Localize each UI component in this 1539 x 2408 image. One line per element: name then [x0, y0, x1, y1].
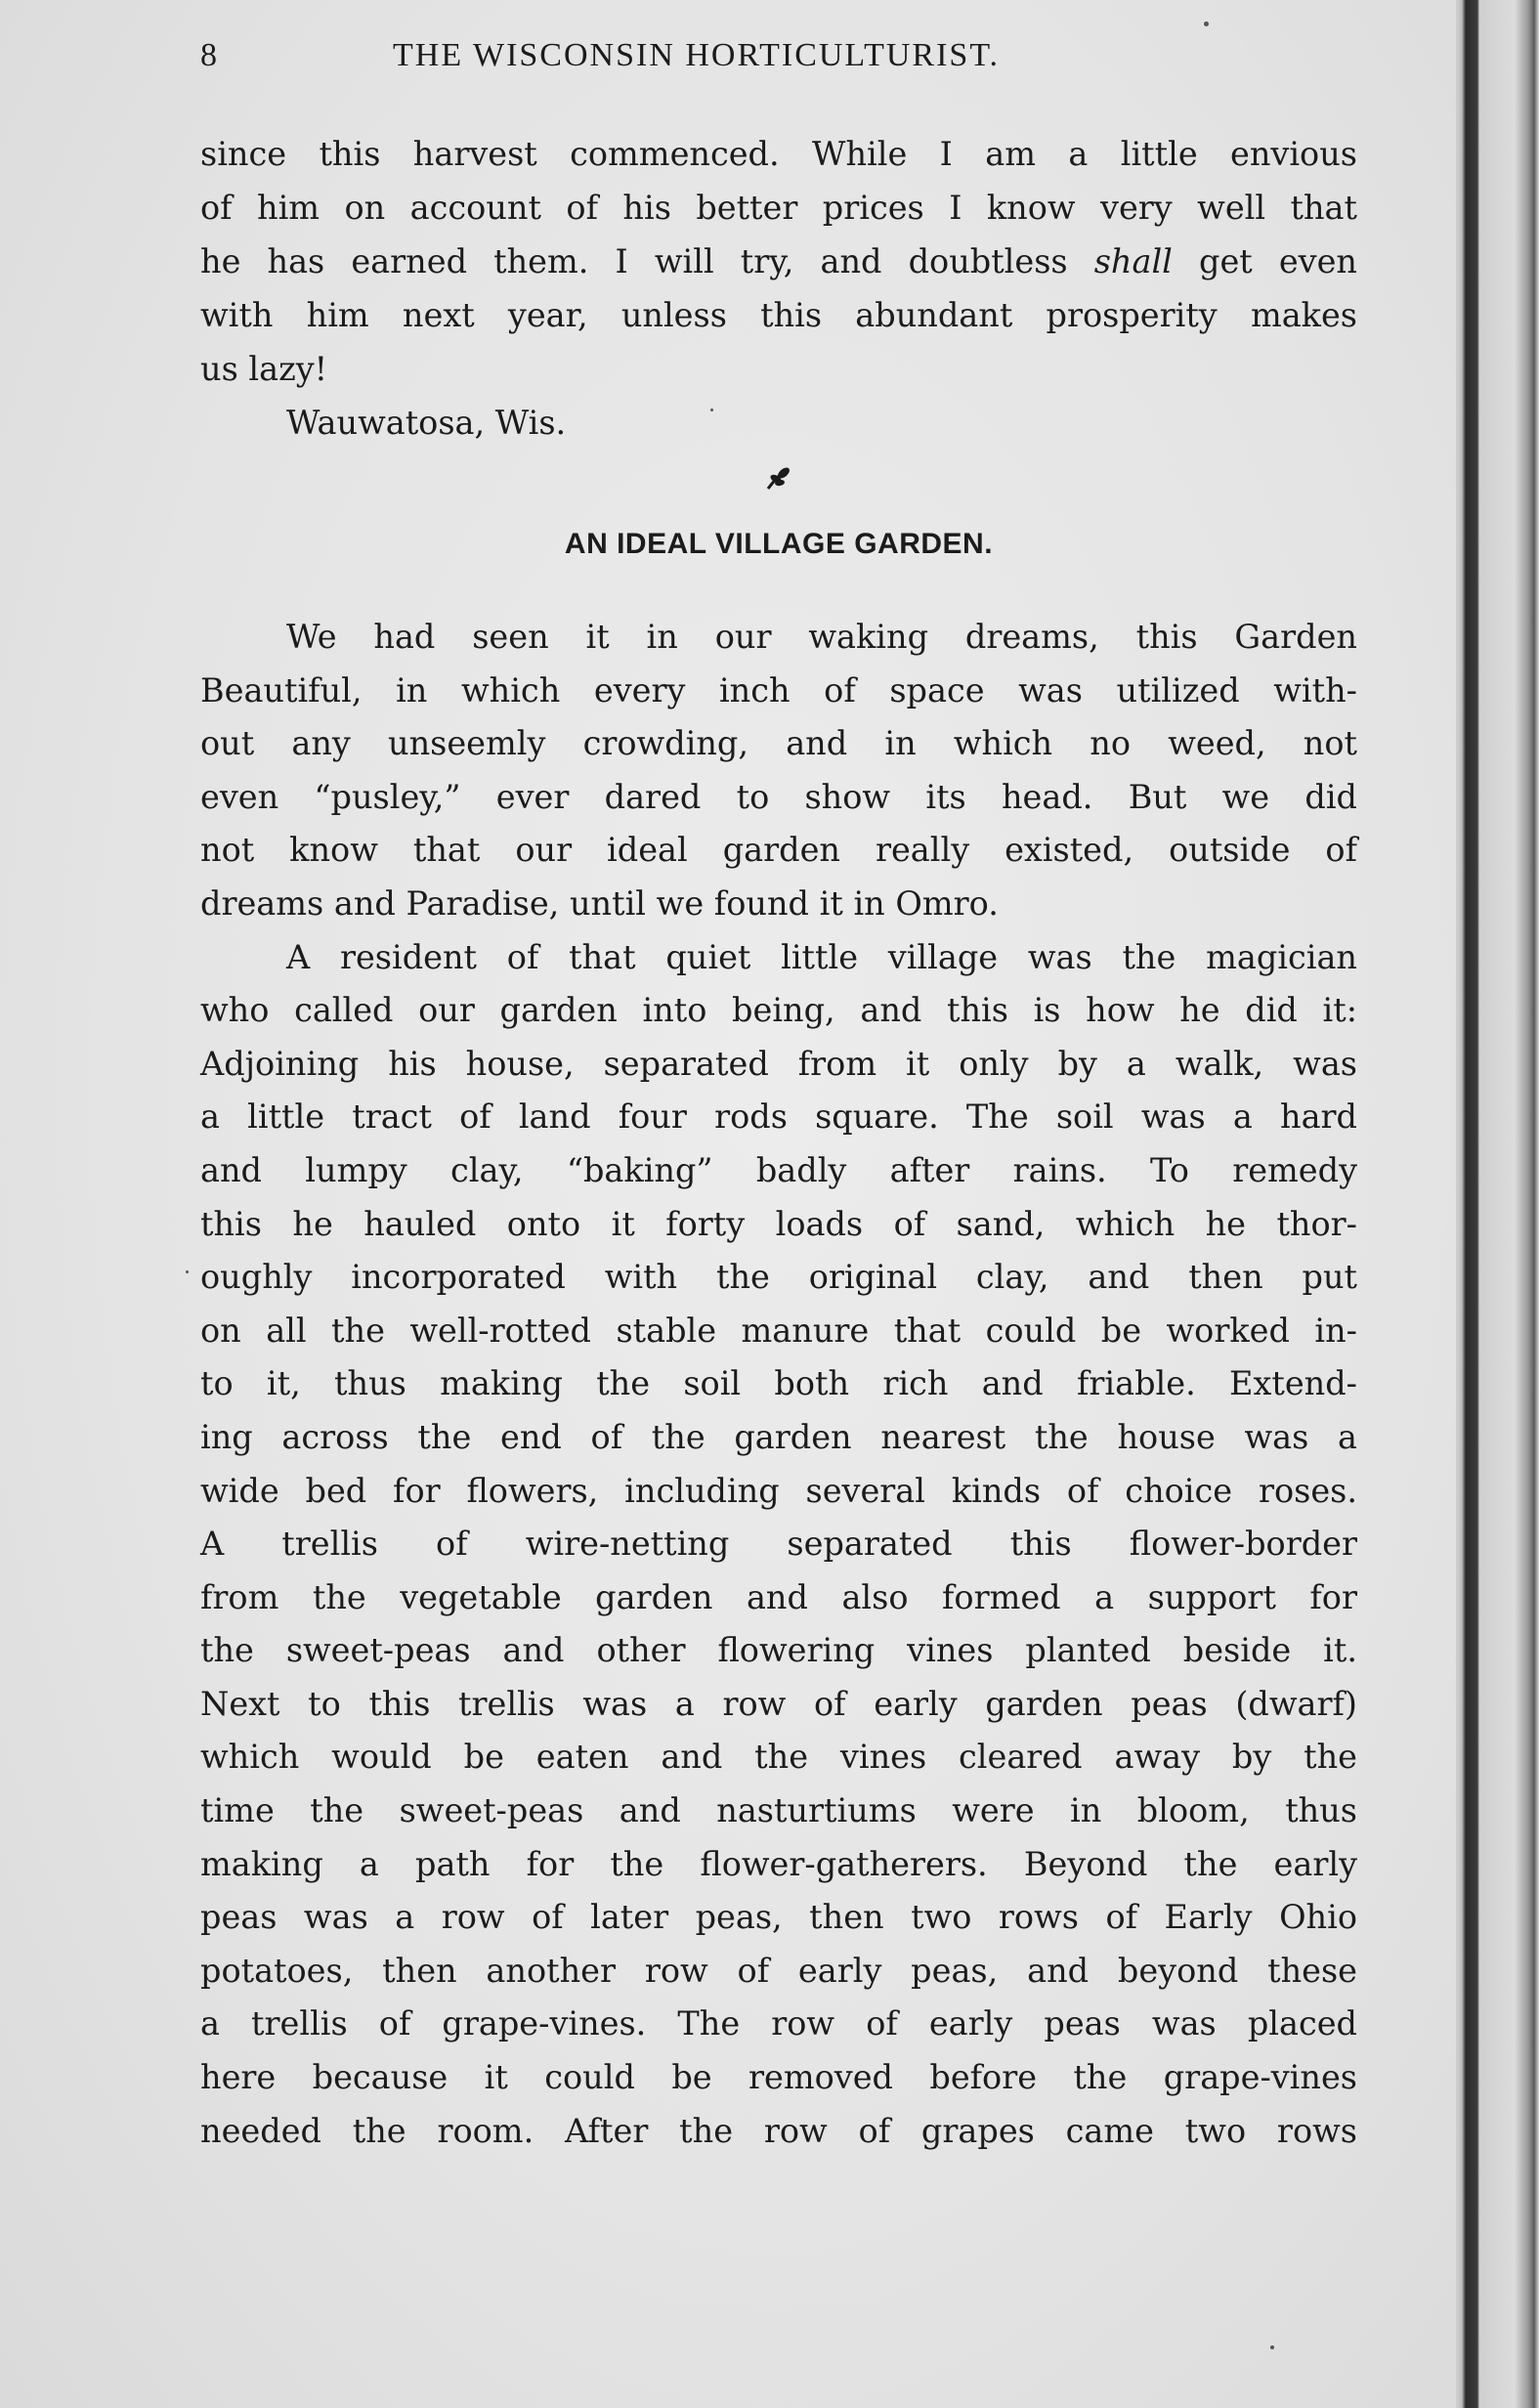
text-line: not know that our ideal garden really existed, outside of: [200, 831, 1357, 870]
text-line: to it, thus making the soil both rich and friable. Extend-: [200, 1364, 1357, 1403]
text-line: even “pusley,” ever dared to show its head. But we did: [200, 777, 1357, 816]
text-line: which would be eaten and the vines cleared away by the: [200, 1738, 1357, 1777]
intro-paragraph: [200, 127, 1357, 450]
text-line: out any unseemly crowding, and in which no weed, not: [200, 724, 1357, 763]
text-line: peas was a row of later peas, then two rows of Early Ohio: [200, 1898, 1357, 1937]
leaf-ornament-icon: [760, 459, 799, 498]
text-line: oughly incorporated with the original clay, and then put: [200, 1258, 1357, 1297]
text-line: with him next year, unless this abundant prosperity makes: [200, 296, 1357, 334]
text-line: us lazy!: [200, 350, 328, 388]
book-binding-edge: [1456, 0, 1539, 2408]
text-line: a little tract of land four rods square. The soil was a hard: [200, 1097, 1357, 1137]
text-line: Next to this trellis was a row of early garden peas (dwarf): [200, 1684, 1357, 1723]
paper-speck: [186, 1270, 189, 1273]
article-body: [200, 611, 1357, 2158]
page-number: 8: [200, 37, 218, 73]
paper-speck: [1270, 2345, 1274, 2349]
text-line: since this harvest commenced. While I am a little envious: [200, 135, 1357, 173]
text-line: Adjoining his house, separated from it only by a walk, was: [200, 1044, 1357, 1083]
text-line: the sweet-peas and other flowering vines planted beside it.: [200, 1631, 1357, 1670]
text-line: a trellis of grape-vines. The row of early peas was placed: [200, 2004, 1357, 2043]
paper-speck: [710, 408, 713, 411]
text-line: who called our garden into being, and this is how he did it:: [200, 991, 1357, 1030]
text-line: We had seen it in our waking dreams, this Garden: [286, 618, 1357, 656]
text-line: wide bed for flowers, including several kinds of choice roses.: [200, 1471, 1357, 1510]
text-line: of him on account of his better prices I know very well that: [200, 189, 1357, 227]
text-line: from the vegetable garden and also formed a support for: [200, 1577, 1357, 1616]
text-line: A trellis of wire-netting separated this flower-border: [200, 1525, 1357, 1564]
text-line: here because it could be removed before the grape-vines: [200, 2058, 1357, 2097]
text-line: on all the well-rotted stable manure that could be worked in-: [200, 1311, 1357, 1350]
text-line: this he hauled onto it forty loads of sand, which he thor-: [200, 1204, 1357, 1243]
text-line: dreams and Paradise, until we found it in Omro.: [200, 883, 999, 923]
running-head: THE WISCONSIN HORTICULTURIST.: [393, 37, 1001, 73]
text-line: potatoes, then another row of early peas, and beyond these: [200, 1951, 1357, 1990]
text-line: and lumpy clay, “baking” badly after rains. To remedy: [200, 1150, 1357, 1189]
signoff-line: Wauwatosa, Wis.: [286, 404, 567, 442]
page-header: [200, 37, 1177, 86]
text-line: he has earned them. I will try, and doubtless shall get even: [200, 242, 1357, 280]
text-line: ing across the end of the garden nearest the house was a: [200, 1417, 1357, 1456]
text-line: time the sweet-peas and nasturtiums were in bloom, thus: [200, 1791, 1357, 1830]
text-line: needed the room. After the row of grapes came two rows: [200, 2111, 1357, 2150]
text-line: making a path for the flower-gatherers. Beyond the early: [200, 1844, 1357, 1883]
italic-word: shall: [1093, 242, 1173, 280]
text-line: Beautiful, in which every inch of space was utilized with-: [200, 670, 1357, 710]
paper-speck: [1204, 22, 1209, 26]
text-line: A resident of that quiet little village was the magician: [286, 937, 1357, 976]
article-title: AN IDEAL VILLAGE GARDEN.: [564, 528, 994, 560]
